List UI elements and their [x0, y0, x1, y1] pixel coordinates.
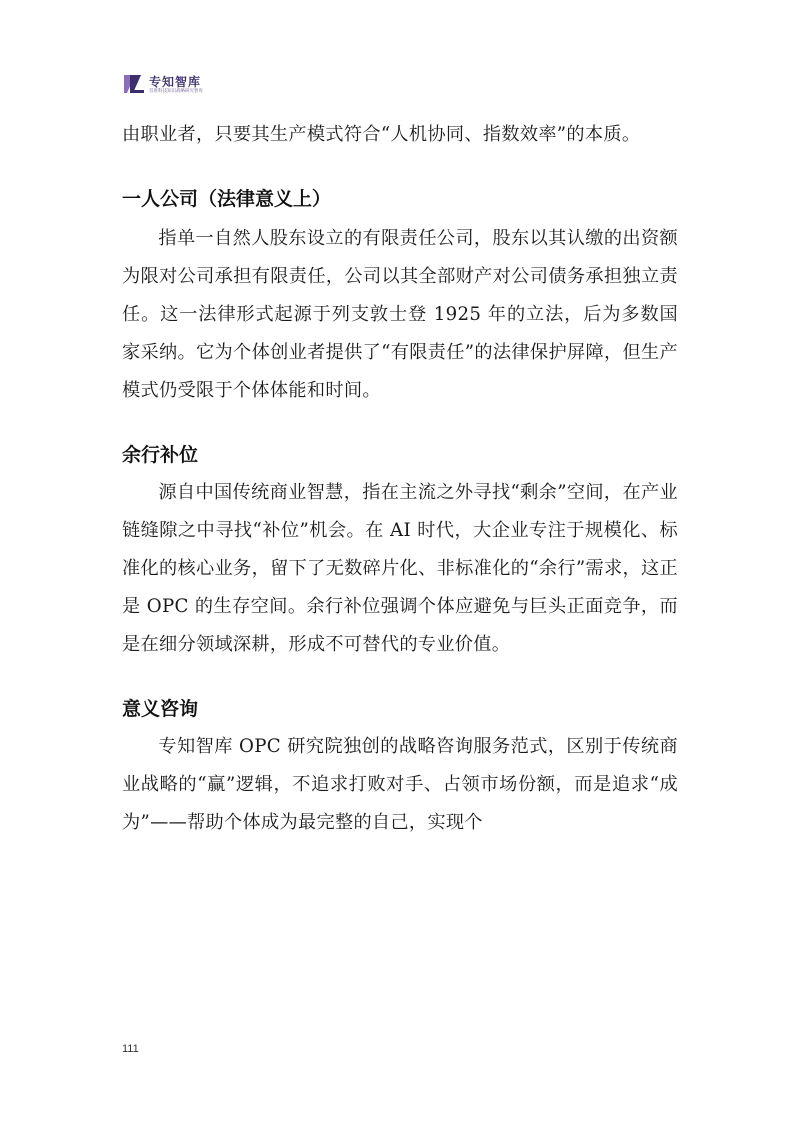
document-body — [122, 116, 678, 842]
page-number: 111 — [122, 1043, 139, 1055]
heading-meaning-consulting: 意义咨询 — [122, 698, 199, 720]
paragraph-one-person-company: 指单一自然人股东设立的有限责任公司，股东以其认缴的出资额为限对公司承担有限责任，公司以其全部财产对公司债务承担独立责任。这一法律形式起源于列支敦士登 1925 年的立法，后为多数国家采纳。它为个体创业者提供了“有限责任”的法律保护屏障，但生产模式仍受限于个体体能和时间。 — [122, 228, 678, 401]
heading-one-person-company: 一人公司（法律意义上） — [122, 188, 332, 210]
paragraph-intro: 由职业者，只要其生产模式符合“人机协同、指数效率”的本质。 — [122, 124, 641, 145]
heading-surplus-niche: 余行补位 — [122, 444, 199, 466]
logo-subtitle: 首席科技知识战略研究智库 — [149, 89, 203, 94]
logo-title: 专知智库 — [149, 75, 202, 89]
zhuanzhi-logo-icon — [122, 72, 146, 96]
header-logo — [122, 72, 262, 98]
paragraph-surplus-niche: 源自中国传统商业智慧，指在主流之外寻找“剩余”空间，在产业链缝隙之中寻找“补位”机会。在 AI 时代，大企业专注于规模化、标准化的核心业务，留下了无数碎片化、非标准化的“余行”需求，这正是 OPC 的生存空间。余行补位强调个体应避免与巨头正面竞争，而是在细分领域深耕，形成不可替代的专业价值。 — [122, 482, 678, 655]
paragraph-meaning-consulting: 专知智库 OPC 研究院独创的战略咨询服务范式，区别于传统商业战略的“赢”逻辑，不追求打败对手、占领市场份额，而是追求“成为”——帮助个体成为最完整的自己，实现个 — [122, 736, 678, 833]
